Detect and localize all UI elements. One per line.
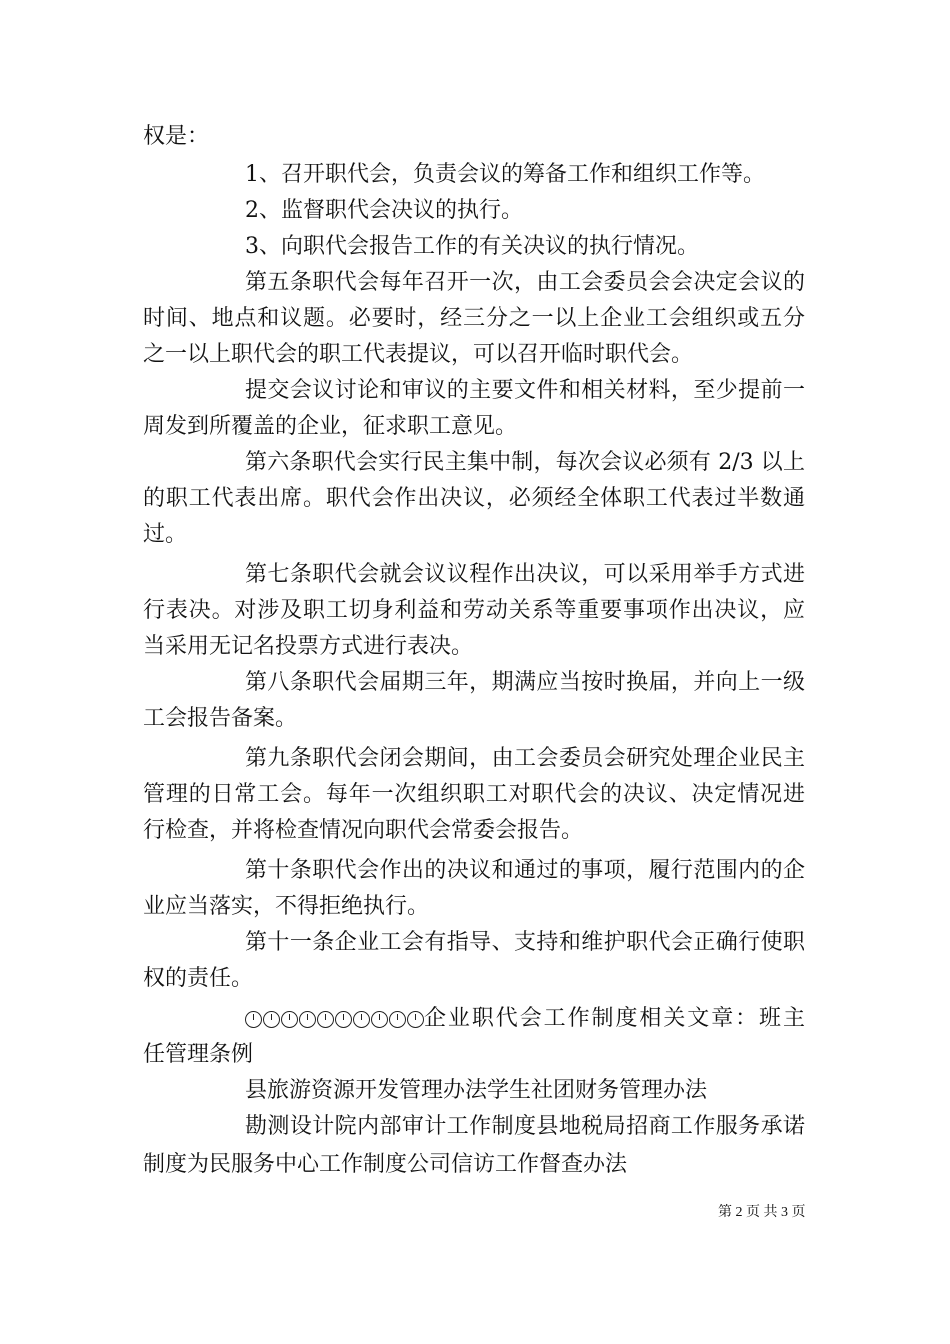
clock-icon (389, 1011, 406, 1028)
related-articles-line (245, 1004, 805, 1034)
related-article-link[interactable]: 任管理条例 (143, 1042, 254, 1067)
clock-icons (245, 1011, 424, 1028)
text-line: 第八条职代会届期三年，期满应当按时换届，并向上一级 (245, 670, 805, 695)
list-item: 3、向职代会报告工作的有关决议的执行情况。 (245, 234, 699, 259)
text-line: 第五条职代会每年召开一次，由工会委员会会决定会议的 (245, 270, 805, 295)
text-line: 行检查，并将检查情况向职代会常委会报告。 (143, 818, 584, 843)
clock-icon (281, 1011, 298, 1028)
text-line: 时间、地点和议题。必要时，经三分之一以上企业工会组织或五分 (143, 306, 805, 331)
text-line: 权是： (143, 124, 210, 149)
related-articles-heading: 企业职代会工作制度相关文章：班主 (424, 1006, 805, 1031)
clock-icon (335, 1011, 352, 1028)
text-line: 业应当落实，不得拒绝执行。 (143, 894, 430, 919)
list-item: 1、召开职代会，负责会议的筹备工作和组织工作等。 (245, 162, 765, 187)
clock-icon (353, 1011, 370, 1028)
text-line: 第十一条企业工会有指导、支持和维护职代会正确行使职 (245, 930, 805, 955)
text-line: 第九条职代会闭会期间，由工会委员会研究处理企业民主 (245, 746, 805, 771)
text-line: 行表决。对涉及职工切身利益和劳动关系等重要事项作出决议，应 (143, 598, 805, 623)
related-article-link[interactable]: 县旅游资源开发管理办法学生社团财务管理办法 (245, 1078, 708, 1103)
clock-icon (299, 1011, 316, 1028)
clock-icon (371, 1011, 388, 1028)
related-article-link[interactable]: 制度为民服务中心工作制度公司信访工作督查办法 (143, 1152, 628, 1177)
related-article-link[interactable]: 勘测设计院内部审计工作制度县地税局招商工作服务承诺 (245, 1114, 805, 1139)
text-line: 当采用无记名投票方式进行表决。 (143, 634, 474, 659)
clock-icon (263, 1011, 280, 1028)
text-line: 之一以上职代会的职工代表提议，可以召开临时职代会。 (143, 342, 694, 367)
clock-icon (407, 1011, 424, 1028)
text-line: 过。 (143, 522, 188, 547)
text-line: 第七条职代会就会议议程作出决议，可以采用举手方式进 (245, 562, 805, 587)
list-item: 2、监督职代会决议的执行。 (245, 198, 523, 223)
clock-icon (245, 1011, 262, 1028)
text-line: 第六条职代会实行民主集中制，每次会议必须有 2/3 以上 (245, 450, 805, 475)
text-line: 管理的日常工会。每年一次组织职工对职代会的决议、决定情况进 (143, 782, 805, 807)
text-line: 的职工代表出席。职代会作出决议，必须经全体职工代表过半数通 (143, 486, 805, 511)
clock-icon (317, 1011, 334, 1028)
text-line: 工会报告备案。 (143, 706, 298, 731)
text-line: 周发到所覆盖的企业，征求职工意见。 (143, 414, 518, 439)
text-line: 权的责任。 (143, 966, 254, 991)
text-line: 提交会议讨论和审议的主要文件和相关材料，至少提前一 (245, 378, 805, 403)
page-number: 第 2 页 共 3 页 (718, 1205, 806, 1220)
text-line: 第十条职代会作出的决议和通过的事项，履行范围内的企 (245, 858, 805, 883)
